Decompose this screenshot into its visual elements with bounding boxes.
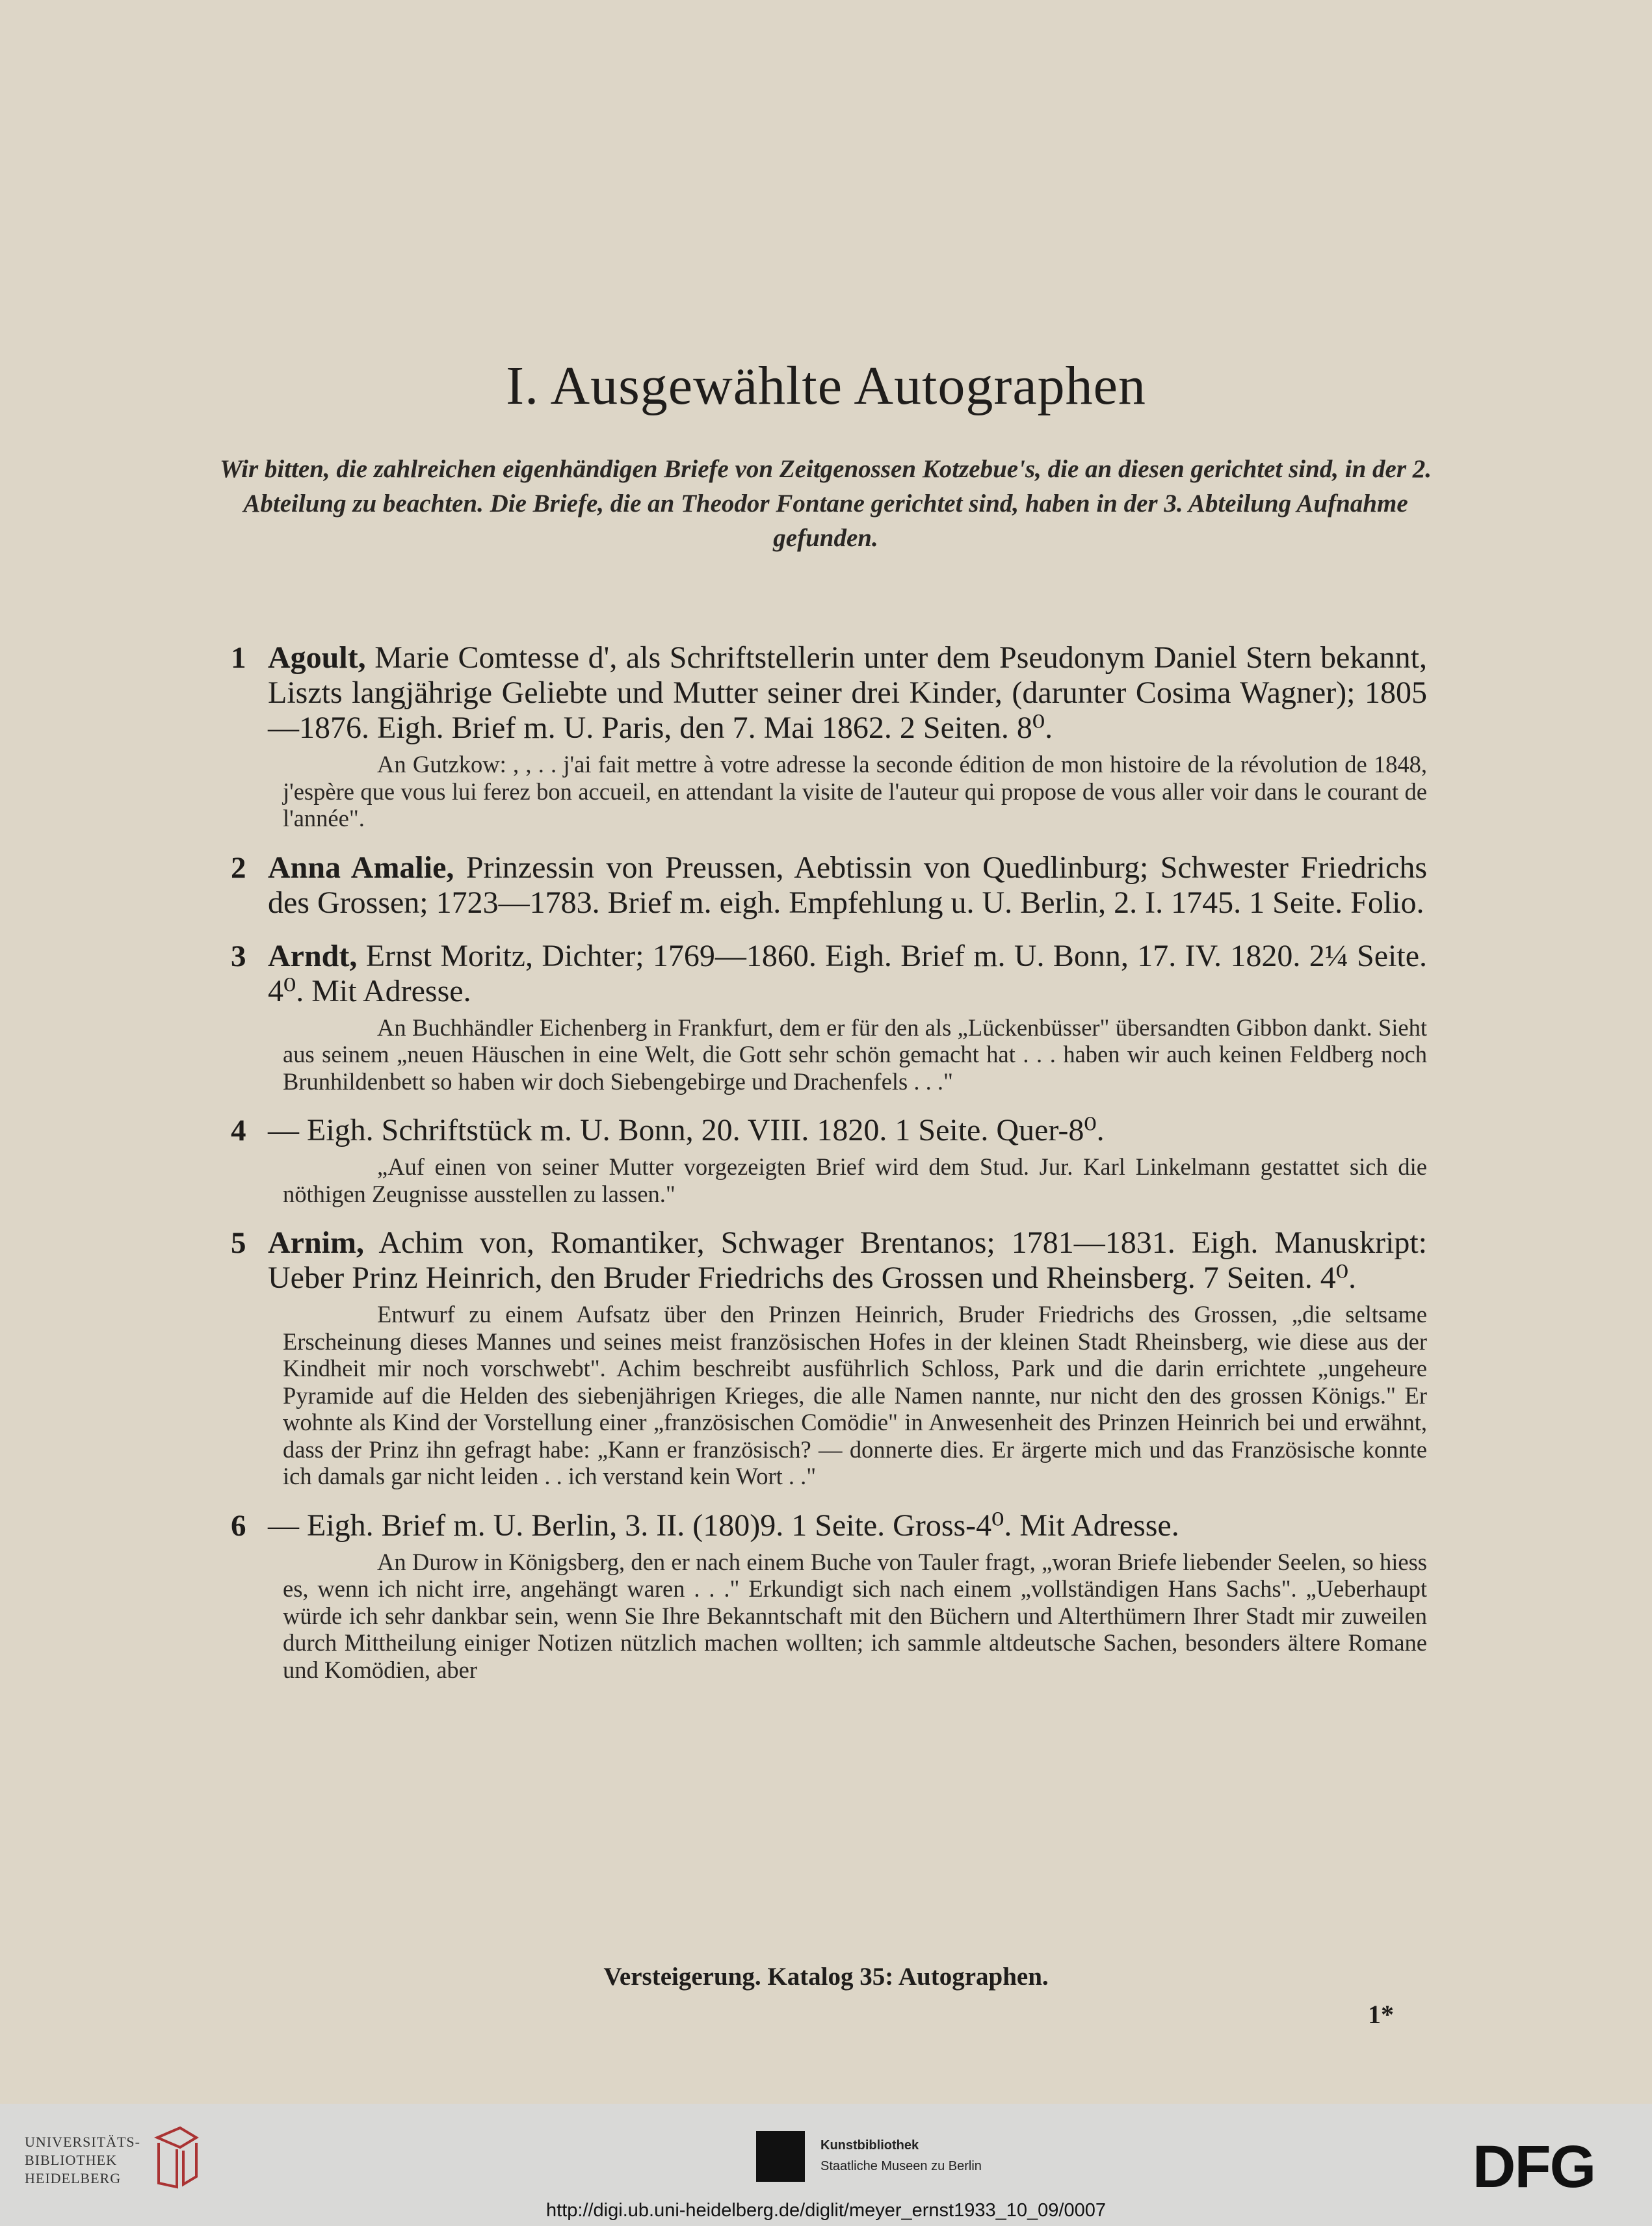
entry-text: Marie Comtesse d', als Schriftstellerin unter dem Pseudonym Daniel Stern bekannt, Liszts langjährige Geliebte und Mutter seiner drei Kinder, (darunter Cosima Wagner); 1805—1876. Eigh. Brief m. U. Paris, den 7. Mai 1862. 2 Seiten. 8⁰. [268,640,1428,745]
entry-heading [268,1113,1427,1148]
university-library-label: UNIVERSITÄTS- BIBLIOTHEK HEIDELBERG [25,2134,140,2186]
entry-description: An Buchhändler Eichenberg in Frankfurt, dem er für den als „Lückenbüsser" übersandten Gibbon dankt. Sieht aus seinem „neuen Häuschen in eine Welt, die Gott sehr schön gemacht hat . . . haben wir auch keinen Feldberg noch Brunhildenbett so haben wir doch Siebengebirge und Drachenfels . . ." [283,1014,1427,1095]
catalog-entry [231,850,1427,921]
catalog-entry [231,939,1427,1095]
catalog-entry [231,1113,1427,1207]
entry-description: Entwurf zu einem Aufsatz über den Prinzen Heinrich, Bruder Friedrichs des Grossen, „die seltsame Erscheinung dieses Mannes und seines meist französischen Hofes in der kleinen Stadt Rheinsberg, wie diese aus der Kindheit mir noch vorschwebt". Achim beschreibt ausführlich Schloss, Park und die darin errichtete „ungeheure Pyramide auf die Helden des siebenjährigen Krieges, die alle Namen nannte, nur nicht den des grossen Königs." Er wohnte als Kind der Vorstellung einer „französischen Comödie" in Anwesenheit des Prinzen Heinrich bei und erwähnt, dass der Prinz ihn gefragt habe: „Kann er französisch? — donnerte dies. Er ärgerte mich und das Französische konnte ich damals gar nicht leiden . . ich verstand kein Wort . ." [283,1301,1427,1489]
entry-heading [268,850,1427,921]
intro-note: Wir bitten, die zahlreichen eigenhändigen Briefe von Zeitgenossen Kotzebue's, die an diesen gerichtet sind, in der 2. Abteilung zu beachten. Die Briefe, die an Theodor Fontane gerichtet sind, haben in der 3. Abteilung Aufnahme gefunden. [219,455,1432,552]
entry-name: Anna Amalie, [268,850,454,885]
entry-name: Arnim, [268,1225,364,1260]
page-title: I. Ausgewählte Autographen [506,356,1146,416]
catalog-entry [231,1508,1427,1684]
entry-heading [268,640,1427,746]
entry-name: Arndt, [268,938,358,973]
catalog-entries [231,640,1427,1701]
signature-mark: 1* [1368,2000,1394,2029]
dfg-logo: DFG [1473,2134,1595,2200]
entry-heading [268,1225,1427,1296]
entry-number: 3 [231,939,246,973]
digitization-footer [0,2104,1652,2226]
source-url-link[interactable]: http://digi.ub.uni-heidelberg.de/diglit/meyer_ernst1933_10_09/0007 [546,2200,1106,2221]
entry-number: 6 [231,1508,246,1543]
entry-text: — Eigh. Brief m. U. Berlin, 3. II. (180)9. 1 Seite. Gross-4⁰. Mit Adresse. [268,1508,1179,1543]
kunstbibliothek-label: Kunstbibliothek Staatliche Museen zu Berlin [820,2138,982,2173]
entry-description: An Durow in Königsberg, den er nach einem Buche von Tauler fragt, „woran Briefe liebender Seelen, so hiess es, wenn ich nicht irre, angehängt waren . . ." Erkundigt sich nach einem „vollständigen Hans Sachs". „Ueberhaupt würde ich sehr dankbar sein, wenn Sie Ihre Bekanntschaft mit den Büchern und Alterthümern Ihrer Stadt mir zuweilen durch Mittheilung einiger Notizen nützlich machen wollten; ich sammle altdeutsche Sachen, besonders ältere Romane und Komödien, aber [283,1548,1427,1683]
entry-name: Agoult, [268,640,366,675]
entry-number: 1 [231,641,246,675]
entry-text: Prinzessin von Preussen, Aebtissin von Quedlinburg; Schwester Friedrichs des Grossen; 1723—1783. Brief m. eigh. Empfehlung u. U. Berlin, 2. I. 1745. 1 Seite. Folio. [268,850,1428,920]
entry-number: 5 [231,1226,246,1260]
entry-number: 4 [231,1114,246,1147]
entry-number: 2 [231,850,246,885]
entry-description: An Gutzkow: , , . . j'ai fait mettre à votre adresse la seconde édition de mon histoire de la révolution de 1848, j'espère que vous lui ferez bon accueil, en attendant la visite de l'auteur qui propose de vous aller voir dans le courant de l'année". [283,751,1427,831]
entry-heading [268,1508,1427,1543]
entry-text: Ernst Moritz, Dichter; 1769—1860. Eigh. Brief m. U. Bonn, 17. IV. 1820. 2¼ Seite. 4⁰. Mit Adresse. [268,938,1428,1008]
entry-text: Achim von, Romantiker, Schwager Brentanos; 1781—1831. Eigh. Manuskript: Ueber Prinz Heinrich, den Bruder Friedrichs des Grossen und Rheinsberg. 7 Seiten. 4⁰. [268,1225,1427,1295]
university-logo-icon [151,2125,200,2190]
catalog-entry [231,1225,1427,1490]
catalog-entry [231,640,1427,832]
entry-text: — Eigh. Schriftstück m. U. Bonn, 20. VIII. 1820. 1 Seite. Quer-8⁰. [268,1113,1105,1147]
entry-heading [268,939,1427,1009]
catalog-footer: Versteigerung. Katalog 35: Autographen. [603,1963,1049,1991]
kunstbibliothek-logo-icon [756,2131,805,2182]
entry-description: „Auf einen von seiner Mutter vorgezeigten Brief wird dem Stud. Jur. Karl Linkelmann gestattet sich die nöthigen Zeugnisse ausstellen zu lassen." [283,1153,1427,1207]
